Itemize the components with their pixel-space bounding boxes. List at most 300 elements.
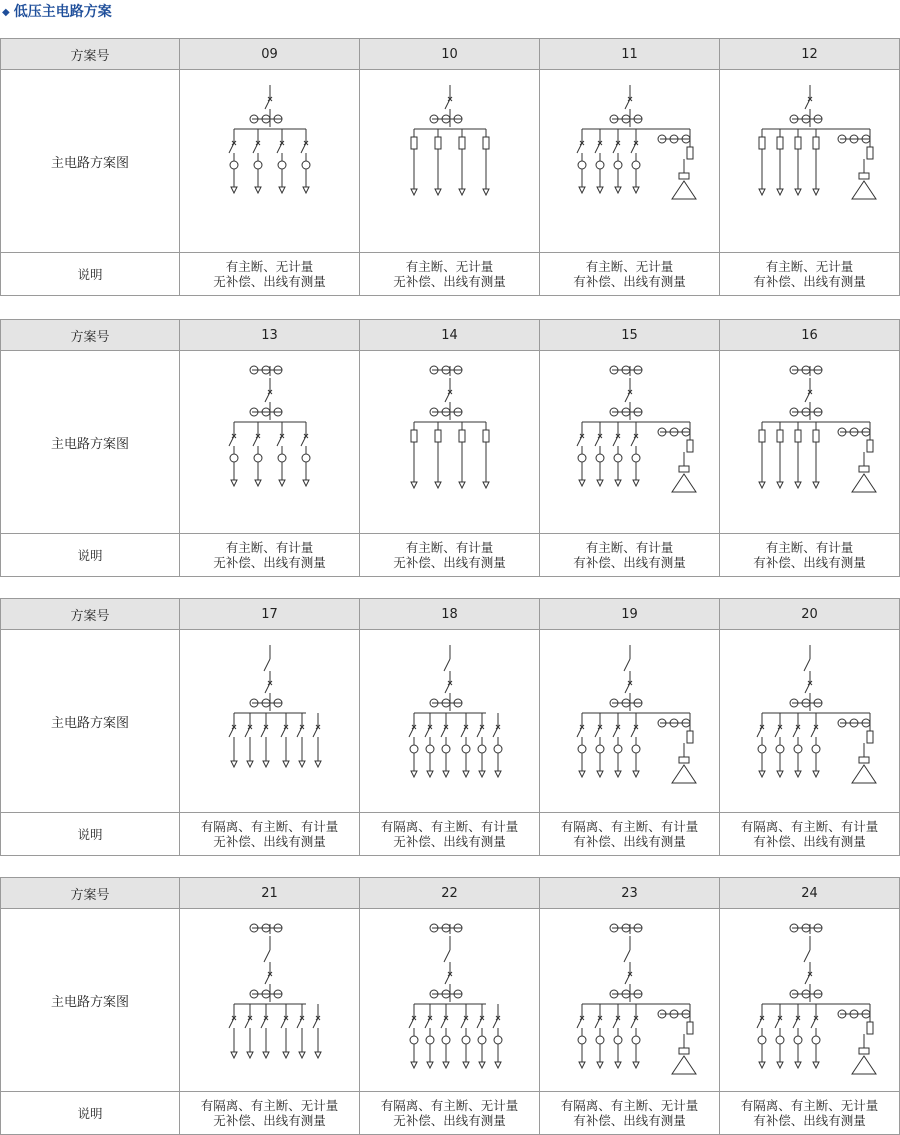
outgoing-arrow-icon: [579, 1062, 585, 1068]
diamond-bullet-icon: ◆: [2, 7, 10, 18]
description-cell: 有隔离、有主断、有计量 有补偿、出线有测量: [720, 813, 900, 856]
outgoing-arrow-icon: [231, 1052, 237, 1058]
current-transformer-icon: [578, 1036, 586, 1044]
outgoing-arrow-icon: [443, 1062, 449, 1068]
switch-blade: [477, 1018, 482, 1028]
description-cell: 有隔离、有主断、有计量 无补偿、出线有测量: [180, 813, 360, 856]
scheme-no-label: 方案号: [1, 320, 180, 351]
diagram-cell: [180, 630, 360, 813]
switch-blade: [757, 1018, 762, 1028]
scheme-no: 17: [180, 599, 360, 630]
isolator-blade: [444, 659, 450, 671]
scheme-table: [0, 38, 900, 296]
switch-blade: [775, 1018, 780, 1028]
switch-blade: [297, 1018, 302, 1028]
description-cell: 有隔离、有主断、有计量 无补偿、出线有测量: [360, 813, 540, 856]
outgoing-arrow-icon: [633, 480, 639, 486]
description-label: 说明: [1, 253, 180, 296]
outgoing-arrow-icon: [411, 482, 417, 488]
switch-blade: [805, 974, 810, 984]
page-title: ◆ 低压主电路方案: [2, 4, 112, 20]
outgoing-arrow-icon: [759, 482, 765, 488]
switch-blade: [445, 683, 450, 693]
scheme-no: 21: [180, 878, 360, 909]
switch-blade: [775, 727, 780, 737]
outgoing-arrow-icon: [495, 771, 501, 777]
outgoing-arrow-icon: [615, 187, 621, 193]
outgoing-arrow-icon: [597, 1062, 603, 1068]
description-cell: 有主断、有计量 有补偿、出线有测量: [540, 534, 720, 577]
description-cell: 有隔离、有主断、无计量 有补偿、出线有测量: [720, 1092, 900, 1135]
scheme-no: 19: [540, 599, 720, 630]
current-transformer-icon: [462, 745, 470, 753]
switch-blade: [253, 436, 258, 446]
current-transformer-icon: [614, 161, 622, 169]
isolator-blade: [624, 950, 630, 962]
outgoing-arrow-icon: [255, 480, 261, 486]
outgoing-arrow-icon: [633, 1062, 639, 1068]
switch-blade: [265, 99, 270, 109]
fuse-icon: [867, 1022, 873, 1034]
switch-blade: [811, 1018, 816, 1028]
switch-blade: [313, 1018, 318, 1028]
outgoing-arrow-icon: [263, 1052, 269, 1058]
outgoing-arrow-icon: [615, 771, 621, 777]
outgoing-arrow-icon: [279, 187, 285, 193]
switch-blade: [229, 727, 234, 737]
isolator-blade: [804, 950, 810, 962]
isolator-blade: [264, 659, 270, 671]
capacitor-bank-icon: [852, 765, 876, 783]
description-cell: 有隔离、有主断、无计量 有补偿、出线有测量: [540, 1092, 720, 1135]
fuse-icon: [411, 137, 417, 149]
switch-blade: [577, 143, 582, 153]
switch-blade: [461, 727, 466, 737]
outgoing-arrow-icon: [759, 1062, 765, 1068]
outgoing-arrow-icon: [795, 482, 801, 488]
switch-blade: [595, 143, 600, 153]
current-transformer-icon: [426, 1036, 434, 1044]
diagram-cell: [360, 630, 540, 813]
current-transformer-icon: [302, 161, 310, 169]
current-transformer-icon: [596, 745, 604, 753]
switch-blade: [595, 436, 600, 446]
current-transformer-icon: [758, 1036, 766, 1044]
current-transformer-icon: [794, 745, 802, 753]
switch-blade: [493, 1018, 498, 1028]
switch-blade: [577, 436, 582, 446]
circuit-diagram: [362, 71, 538, 251]
outgoing-arrow-icon: [795, 1062, 801, 1068]
fuse-icon: [777, 137, 783, 149]
capacitor-bank-icon: [852, 474, 876, 492]
current-transformer-icon: [462, 1036, 470, 1044]
fuse-icon: [759, 430, 765, 442]
diagram-cell: [540, 351, 720, 534]
diagram-cell: [360, 351, 540, 534]
switch-blade: [613, 436, 618, 446]
switch-blade: [577, 1018, 582, 1028]
current-transformer-icon: [230, 161, 238, 169]
description-cell: 有主断、有计量 有补偿、出线有测量: [720, 534, 900, 577]
switch-blade: [811, 727, 816, 737]
outgoing-arrow-icon: [411, 189, 417, 195]
scheme-no-label: 方案号: [1, 599, 180, 630]
outgoing-arrow-icon: [255, 187, 261, 193]
diagram-cell: [720, 351, 900, 534]
switch-blade: [297, 727, 302, 737]
outgoing-arrow-icon: [411, 1062, 417, 1068]
outgoing-arrow-icon: [633, 771, 639, 777]
switch-blade: [445, 392, 450, 402]
contactor-icon: [679, 1048, 689, 1054]
outgoing-arrow-icon: [597, 771, 603, 777]
switch-blade: [595, 727, 600, 737]
current-transformer-icon: [614, 454, 622, 462]
capacitor-bank-icon: [672, 1056, 696, 1074]
scheme-no: 24: [720, 878, 900, 909]
outgoing-arrow-icon: [303, 480, 309, 486]
switch-blade: [425, 727, 430, 737]
switch-blade: [805, 99, 810, 109]
switch-blade: [301, 436, 306, 446]
current-transformer-icon: [254, 161, 262, 169]
switch-blade: [245, 1018, 250, 1028]
current-transformer-icon: [230, 454, 238, 462]
diagram-cell: [540, 70, 720, 253]
scheme-no: 11: [540, 39, 720, 70]
diagram-label: 主电路方案图: [1, 351, 180, 534]
diagram-cell: [180, 351, 360, 534]
circuit-diagram: [722, 910, 898, 1090]
outgoing-arrow-icon: [777, 771, 783, 777]
diagram-label: 主电路方案图: [1, 909, 180, 1092]
fuse-icon: [459, 137, 465, 149]
switch-blade: [245, 727, 250, 737]
fuse-icon: [687, 1022, 693, 1034]
diagram-cell: [360, 909, 540, 1092]
current-transformer-icon: [614, 745, 622, 753]
switch-blade: [625, 683, 630, 693]
fuse-icon: [867, 440, 873, 452]
diagram-label: 主电路方案图: [1, 70, 180, 253]
fuse-icon: [483, 430, 489, 442]
current-transformer-icon: [758, 745, 766, 753]
outgoing-arrow-icon: [435, 189, 441, 195]
current-transformer-icon: [596, 454, 604, 462]
current-transformer-icon: [494, 1036, 502, 1044]
current-transformer-icon: [478, 745, 486, 753]
outgoing-arrow-icon: [795, 189, 801, 195]
switch-blade: [625, 99, 630, 109]
diagram-cell: [180, 909, 360, 1092]
switch-blade: [261, 727, 266, 737]
switch-blade: [229, 1018, 234, 1028]
switch-blade: [805, 683, 810, 693]
scheme-block-1: [0, 38, 900, 296]
diagram-cell: [540, 630, 720, 813]
outgoing-arrow-icon: [283, 761, 289, 767]
switch-blade: [301, 143, 306, 153]
circuit-diagram: [542, 352, 718, 532]
switch-blade: [409, 1018, 414, 1028]
scheme-no: 12: [720, 39, 900, 70]
isolator-blade: [624, 659, 630, 671]
circuit-diagram: [362, 631, 538, 811]
circuit-diagram: [182, 910, 358, 1090]
circuit-diagram: [722, 631, 898, 811]
current-transformer-icon: [632, 745, 640, 753]
outgoing-arrow-icon: [411, 771, 417, 777]
outgoing-arrow-icon: [427, 1062, 433, 1068]
contactor-icon: [859, 173, 869, 179]
outgoing-arrow-icon: [247, 761, 253, 767]
current-transformer-icon: [596, 161, 604, 169]
description-cell: 有隔离、有主断、有计量 有补偿、出线有测量: [540, 813, 720, 856]
current-transformer-icon: [478, 1036, 486, 1044]
switch-blade: [441, 1018, 446, 1028]
capacitor-bank-icon: [852, 1056, 876, 1074]
outgoing-arrow-icon: [443, 771, 449, 777]
contactor-icon: [859, 757, 869, 763]
contactor-icon: [679, 757, 689, 763]
outgoing-arrow-icon: [459, 482, 465, 488]
current-transformer-icon: [632, 1036, 640, 1044]
switch-blade: [493, 727, 498, 737]
switch-blade: [805, 392, 810, 402]
current-transformer-icon: [776, 1036, 784, 1044]
switch-blade: [313, 727, 318, 737]
switch-blade: [281, 727, 286, 737]
description-cell: 有主断、有计量 无补偿、出线有测量: [180, 534, 360, 577]
outgoing-arrow-icon: [795, 771, 801, 777]
contactor-icon: [859, 466, 869, 472]
diagram-cell: [180, 70, 360, 253]
scheme-no: 20: [720, 599, 900, 630]
fuse-icon: [777, 430, 783, 442]
description-label: 说明: [1, 534, 180, 577]
outgoing-arrow-icon: [479, 1062, 485, 1068]
circuit-diagram: [542, 71, 718, 251]
current-transformer-icon: [578, 745, 586, 753]
description-label: 说明: [1, 813, 180, 856]
outgoing-arrow-icon: [231, 187, 237, 193]
outgoing-arrow-icon: [315, 1052, 321, 1058]
scheme-no-label: 方案号: [1, 39, 180, 70]
outgoing-arrow-icon: [759, 771, 765, 777]
scheme-table: [0, 319, 900, 577]
outgoing-arrow-icon: [427, 771, 433, 777]
circuit-diagram: [182, 352, 358, 532]
outgoing-arrow-icon: [777, 189, 783, 195]
switch-blade: [253, 143, 258, 153]
switch-blade: [445, 974, 450, 984]
switch-blade: [281, 1018, 286, 1028]
outgoing-arrow-icon: [483, 482, 489, 488]
switch-blade: [461, 1018, 466, 1028]
outgoing-arrow-icon: [579, 187, 585, 193]
capacitor-bank-icon: [672, 765, 696, 783]
fuse-icon: [795, 430, 801, 442]
scheme-no-label: 方案号: [1, 878, 180, 909]
outgoing-arrow-icon: [483, 189, 489, 195]
description-cell: 有主断、无计量 有补偿、出线有测量: [540, 253, 720, 296]
current-transformer-icon: [494, 745, 502, 753]
switch-blade: [425, 1018, 430, 1028]
switch-blade: [631, 143, 636, 153]
circuit-diagram: [542, 631, 718, 811]
circuit-diagram: [542, 910, 718, 1090]
scheme-no: 16: [720, 320, 900, 351]
fuse-icon: [759, 137, 765, 149]
current-transformer-icon: [410, 1036, 418, 1044]
switch-blade: [613, 1018, 618, 1028]
switch-blade: [261, 1018, 266, 1028]
circuit-diagram: [182, 631, 358, 811]
switch-blade: [277, 143, 282, 153]
switch-blade: [265, 392, 270, 402]
outgoing-arrow-icon: [435, 482, 441, 488]
outgoing-arrow-icon: [579, 771, 585, 777]
contactor-icon: [859, 1048, 869, 1054]
current-transformer-icon: [776, 745, 784, 753]
switch-blade: [265, 683, 270, 693]
outgoing-arrow-icon: [777, 482, 783, 488]
description-cell: 有主断、无计量 有补偿、出线有测量: [720, 253, 900, 296]
outgoing-arrow-icon: [279, 480, 285, 486]
outgoing-arrow-icon: [597, 480, 603, 486]
current-transformer-icon: [410, 745, 418, 753]
contactor-icon: [679, 173, 689, 179]
outgoing-arrow-icon: [633, 187, 639, 193]
diagram-cell: [540, 909, 720, 1092]
circuit-diagram: [182, 71, 358, 251]
switch-blade: [441, 727, 446, 737]
current-transformer-icon: [426, 745, 434, 753]
switch-blade: [265, 974, 270, 984]
switch-blade: [577, 727, 582, 737]
circuit-diagram: [722, 71, 898, 251]
outgoing-arrow-icon: [247, 1052, 253, 1058]
current-transformer-icon: [632, 161, 640, 169]
description-label: 说明: [1, 1092, 180, 1135]
contactor-icon: [679, 466, 689, 472]
fuse-icon: [687, 440, 693, 452]
isolator-blade: [444, 950, 450, 962]
diagram-cell: [720, 70, 900, 253]
scheme-no: 18: [360, 599, 540, 630]
isolator-blade: [264, 950, 270, 962]
outgoing-arrow-icon: [615, 480, 621, 486]
current-transformer-icon: [278, 454, 286, 462]
outgoing-arrow-icon: [231, 480, 237, 486]
scheme-table: [0, 877, 900, 1135]
description-cell: 有隔离、有主断、无计量 无补偿、出线有测量: [360, 1092, 540, 1135]
switch-blade: [477, 727, 482, 737]
switch-blade: [445, 99, 450, 109]
outgoing-arrow-icon: [777, 1062, 783, 1068]
scheme-no: 14: [360, 320, 540, 351]
switch-blade: [595, 1018, 600, 1028]
switch-blade: [229, 436, 234, 446]
switch-blade: [613, 727, 618, 737]
current-transformer-icon: [578, 161, 586, 169]
current-transformer-icon: [614, 1036, 622, 1044]
current-transformer-icon: [302, 454, 310, 462]
description-cell: 有主断、无计量 无补偿、出线有测量: [180, 253, 360, 296]
diagram-cell: [720, 909, 900, 1092]
scheme-block-3: [0, 598, 900, 856]
scheme-no: 15: [540, 320, 720, 351]
switch-blade: [625, 392, 630, 402]
switch-blade: [757, 727, 762, 737]
scheme-block-2: [0, 319, 900, 577]
current-transformer-icon: [442, 745, 450, 753]
switch-blade: [631, 1018, 636, 1028]
circuit-diagram: [722, 352, 898, 532]
switch-blade: [631, 436, 636, 446]
outgoing-arrow-icon: [463, 771, 469, 777]
scheme-block-4: [0, 877, 900, 1135]
switch-blade: [613, 143, 618, 153]
current-transformer-icon: [442, 1036, 450, 1044]
outgoing-arrow-icon: [579, 480, 585, 486]
fuse-icon: [867, 731, 873, 743]
switch-blade: [409, 727, 414, 737]
current-transformer-icon: [812, 745, 820, 753]
fuse-icon: [483, 137, 489, 149]
outgoing-arrow-icon: [615, 1062, 621, 1068]
switch-blade: [793, 727, 798, 737]
current-transformer-icon: [632, 454, 640, 462]
scheme-no: 09: [180, 39, 360, 70]
circuit-diagram: [362, 910, 538, 1090]
fuse-icon: [867, 147, 873, 159]
capacitor-bank-icon: [672, 474, 696, 492]
outgoing-arrow-icon: [459, 189, 465, 195]
diagram-cell: [720, 630, 900, 813]
diagram-cell: [360, 70, 540, 253]
fuse-icon: [813, 430, 819, 442]
outgoing-arrow-icon: [495, 1062, 501, 1068]
current-transformer-icon: [278, 161, 286, 169]
outgoing-arrow-icon: [283, 1052, 289, 1058]
switch-blade: [793, 1018, 798, 1028]
switch-blade: [277, 436, 282, 446]
fuse-icon: [813, 137, 819, 149]
current-transformer-icon: [578, 454, 586, 462]
scheme-no: 22: [360, 878, 540, 909]
diagram-label: 主电路方案图: [1, 630, 180, 813]
outgoing-arrow-icon: [463, 1062, 469, 1068]
current-transformer-icon: [254, 454, 262, 462]
scheme-no: 23: [540, 878, 720, 909]
fuse-icon: [411, 430, 417, 442]
fuse-icon: [687, 147, 693, 159]
circuit-diagram: [362, 352, 538, 532]
outgoing-arrow-icon: [231, 761, 237, 767]
scheme-no: 10: [360, 39, 540, 70]
switch-blade: [229, 143, 234, 153]
fuse-icon: [435, 430, 441, 442]
description-cell: 有主断、有计量 无补偿、出线有测量: [360, 534, 540, 577]
switch-blade: [625, 974, 630, 984]
current-transformer-icon: [794, 1036, 802, 1044]
isolator-blade: [804, 659, 810, 671]
fuse-icon: [459, 430, 465, 442]
outgoing-arrow-icon: [813, 482, 819, 488]
outgoing-arrow-icon: [299, 761, 305, 767]
